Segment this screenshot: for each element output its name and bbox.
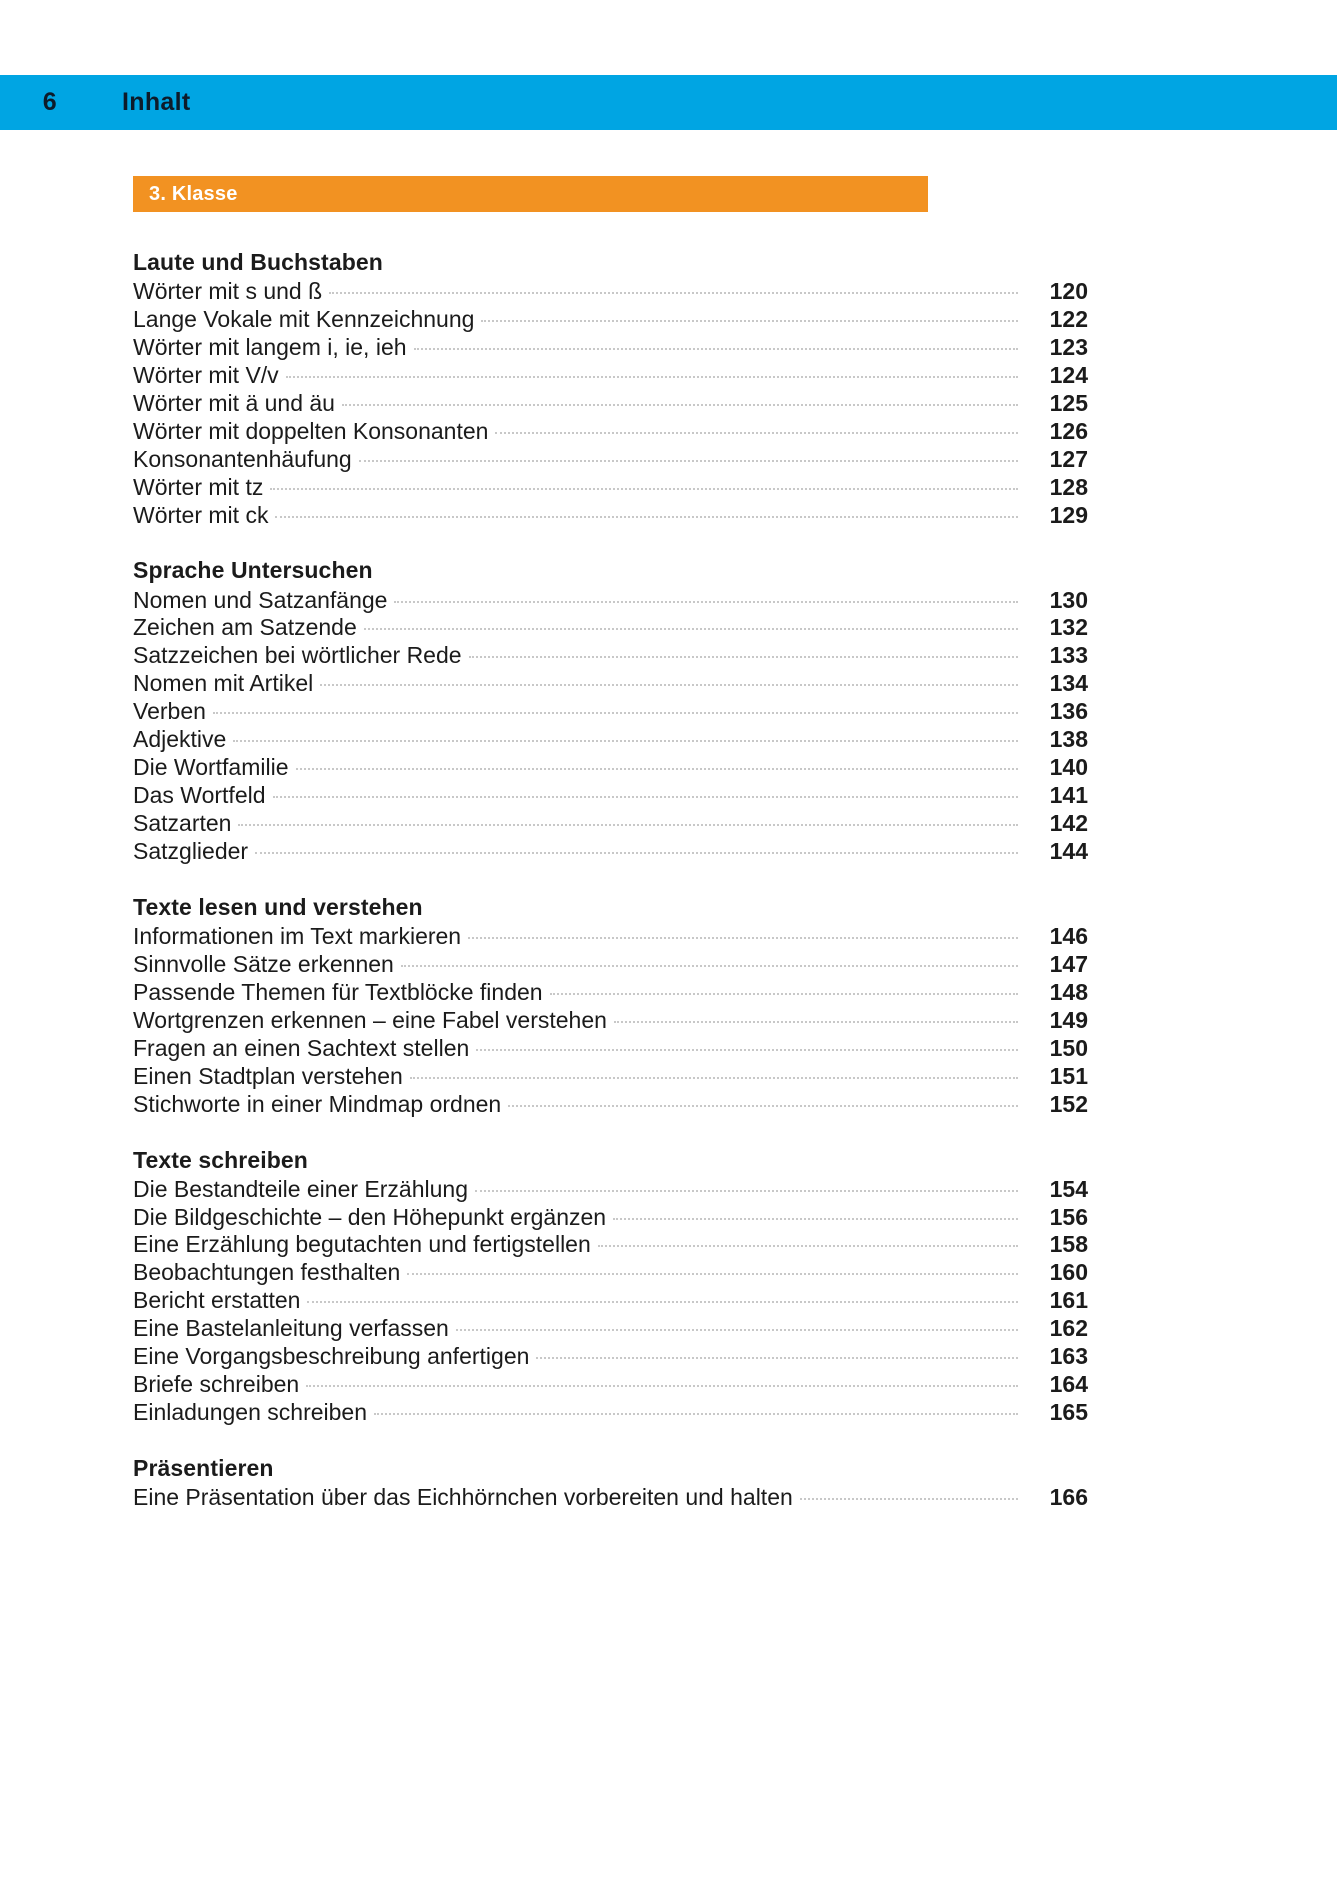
toc-entry[interactable] <box>133 1371 1088 1399</box>
toc-entry[interactable] <box>133 1063 1088 1091</box>
toc-entry-page-number: 138 <box>1049 726 1088 753</box>
toc-entry-page-number: 125 <box>1049 389 1088 416</box>
toc-entry[interactable] <box>133 979 1088 1007</box>
toc-dot-leader <box>275 515 1018 518</box>
toc-entry[interactable] <box>133 1204 1088 1232</box>
toc-entry[interactable] <box>133 474 1088 502</box>
toc-entry[interactable] <box>133 614 1088 642</box>
toc-group <box>133 248 1088 529</box>
toc-entry-page-number: 126 <box>1049 417 1088 444</box>
toc-dot-leader <box>255 851 1018 854</box>
toc-entry[interactable] <box>133 1399 1088 1427</box>
toc-dot-leader <box>359 459 1018 462</box>
toc-entry-page-number: 164 <box>1049 1371 1088 1398</box>
toc-group <box>133 1454 1088 1512</box>
toc-dot-leader <box>329 291 1018 294</box>
toc-entry[interactable] <box>133 1315 1088 1343</box>
toc-entry-title: Wortgrenzen erkennen – eine Fabel verstehen <box>133 1006 607 1033</box>
toc-entry-title: Verben <box>133 698 206 725</box>
toc-entry-page-number: 165 <box>1049 1399 1088 1426</box>
toc-entry-page-number: 163 <box>1049 1343 1088 1370</box>
toc-group <box>133 893 1088 1119</box>
toc-entry-page-number: 160 <box>1049 1259 1088 1286</box>
toc-dot-leader <box>374 1412 1018 1415</box>
toc-entry-page-number: 144 <box>1049 837 1088 864</box>
toc-dot-leader <box>270 487 1018 490</box>
toc-entry-title: Satzzeichen bei wörtlicher Rede <box>133 642 462 669</box>
toc-entry-title: Zeichen am Satzende <box>133 614 357 641</box>
toc-entry-page-number: 130 <box>1049 586 1088 613</box>
toc-entry[interactable] <box>133 1484 1088 1512</box>
toc-entry-page-number: 147 <box>1049 950 1088 977</box>
toc-dot-leader <box>614 1020 1018 1023</box>
toc-entry[interactable] <box>133 838 1088 866</box>
toc-entry-page-number: 161 <box>1049 1287 1088 1314</box>
toc-dot-leader <box>364 627 1018 630</box>
toc-entry-page-number: 120 <box>1049 278 1088 305</box>
toc-entry-page-number: 166 <box>1049 1484 1088 1511</box>
toc-entry[interactable] <box>133 1287 1088 1315</box>
toc-dot-leader <box>238 823 1018 826</box>
toc-dot-leader <box>306 1384 1018 1387</box>
toc-group-title: Sprache Untersuchen <box>133 557 373 584</box>
toc-entry-title: Briefe schreiben <box>133 1371 300 1398</box>
toc-entry[interactable] <box>133 1176 1088 1204</box>
toc-entry-title: Satzarten <box>133 810 232 837</box>
toc-dot-leader <box>410 1076 1018 1079</box>
toc-entry-title: Stichworte in einer Mindmap ordnen <box>133 1090 502 1117</box>
toc-entry-title: Die Bildgeschichte – den Höhepunkt ergänzen <box>133 1203 607 1230</box>
toc-entry[interactable] <box>133 810 1088 838</box>
toc-entry-title: Eine Bastelanleitung verfassen <box>133 1315 449 1342</box>
toc-entry-title: Einladungen schreiben <box>133 1399 368 1426</box>
toc-entry-page-number: 132 <box>1049 614 1088 641</box>
toc-entry-title: Lange Vokale mit Kennzeichnung <box>133 305 475 332</box>
toc-entry[interactable] <box>133 306 1088 334</box>
toc-entry-title: Eine Vorgangsbeschreibung anfertigen <box>133 1343 530 1370</box>
toc-dot-leader <box>273 795 1018 798</box>
toc-entry-title: Konsonantenhäufung <box>133 445 352 472</box>
toc-entry-title: Eine Erzählung begutachten und fertigstellen <box>133 1231 591 1258</box>
toc-entry[interactable] <box>133 951 1088 979</box>
toc-dot-leader <box>407 1272 1018 1275</box>
toc-dot-leader <box>476 1048 1018 1051</box>
toc-entry-title: Informationen im Text markieren <box>133 922 462 949</box>
toc-entry[interactable] <box>133 1007 1088 1035</box>
toc-entry-title: Beobachtungen festhalten <box>133 1259 401 1286</box>
toc-entry-page-number: 150 <box>1049 1034 1088 1061</box>
toc-dot-leader <box>286 375 1018 378</box>
toc-entry-title: Wörter mit doppelten Konsonanten <box>133 417 489 444</box>
toc-group <box>133 556 1088 865</box>
toc-dot-leader <box>800 1497 1018 1500</box>
toc-dot-leader <box>233 739 1018 742</box>
toc-dot-leader <box>481 319 1018 322</box>
toc-group-title: Laute und Buchstaben <box>133 249 383 275</box>
toc-entry-title: Eine Präsentation über das Eichhörnchen vorbereiten und halten <box>133 1484 793 1511</box>
toc-entry-title: Fragen an einen Sachtext stellen <box>133 1034 470 1061</box>
toc-entry[interactable] <box>133 334 1088 362</box>
toc-entry-title: Passende Themen für Textblöcke finden <box>133 978 543 1005</box>
toc-entry-page-number: 158 <box>1049 1231 1088 1258</box>
toc-entry-page-number: 162 <box>1049 1315 1088 1342</box>
toc-entry[interactable] <box>133 446 1088 474</box>
toc-group-title: Texte lesen und verstehen <box>133 893 423 920</box>
toc-entry-title: Wörter mit ä und äu <box>133 389 335 416</box>
toc-dot-leader <box>550 992 1018 995</box>
toc-entry-page-number: 134 <box>1049 670 1088 697</box>
class-banner-label: 3. Klasse <box>149 182 238 205</box>
toc-entry-page-number: 141 <box>1049 782 1088 809</box>
toc-entry-page-number: 151 <box>1049 1062 1088 1089</box>
toc-entry[interactable] <box>133 1231 1088 1259</box>
toc-entry-title: Wörter mit langem i, ie, ieh <box>133 333 407 360</box>
toc-dot-leader <box>475 1189 1018 1192</box>
toc-entry-title: Nomen mit Artikel <box>133 670 314 697</box>
toc-entry[interactable] <box>133 698 1088 726</box>
toc-entry-page-number: 128 <box>1049 473 1088 500</box>
toc-dot-leader <box>469 655 1018 658</box>
page-number-folio: 6 <box>42 88 58 116</box>
toc-entry[interactable] <box>133 1035 1088 1063</box>
toc-dot-leader <box>414 347 1018 350</box>
toc-entry-page-number: 122 <box>1049 305 1088 332</box>
toc-entry[interactable] <box>133 754 1088 782</box>
toc-dot-leader <box>468 936 1018 939</box>
toc-entry-page-number: 148 <box>1049 978 1088 1005</box>
toc-entry[interactable] <box>133 502 1088 530</box>
toc-entry-page-number: 140 <box>1049 754 1088 781</box>
toc-dot-leader <box>394 600 1018 603</box>
toc-dot-leader <box>296 767 1019 770</box>
toc-group-list <box>133 248 1088 1512</box>
toc-entry-page-number: 152 <box>1049 1090 1088 1117</box>
toc-dot-leader <box>307 1300 1018 1303</box>
toc-entry[interactable] <box>133 1091 1088 1119</box>
toc-entry-title: Die Wortfamilie <box>133 754 289 781</box>
toc-entry-page-number: 129 <box>1049 501 1088 528</box>
toc-entry[interactable] <box>133 923 1088 951</box>
toc-entry-page-number: 156 <box>1049 1203 1088 1230</box>
toc-group <box>133 1146 1088 1427</box>
toc-entry-title: Einen Stadtplan verstehen <box>133 1062 403 1089</box>
toc-entry-page-number: 146 <box>1049 922 1088 949</box>
toc-dot-leader <box>342 403 1018 406</box>
toc-entry-page-number: 123 <box>1049 333 1088 360</box>
toc-entry-page-number: 154 <box>1049 1175 1088 1202</box>
toc-dot-leader <box>536 1356 1018 1359</box>
toc-entry[interactable] <box>133 1343 1088 1371</box>
toc-entry-title: Bericht erstatten <box>133 1287 301 1314</box>
toc-entry-title: Satzglieder <box>133 837 249 864</box>
toc-group-title: Präsentieren <box>133 1455 274 1481</box>
toc-entry[interactable] <box>133 642 1088 670</box>
toc-entry[interactable] <box>133 390 1088 418</box>
toc-dot-leader <box>598 1244 1018 1247</box>
toc-dot-leader <box>320 683 1018 686</box>
toc-entry-title: Wörter mit ck <box>133 501 269 528</box>
toc-dot-leader <box>613 1217 1018 1220</box>
toc-entry-page-number: 127 <box>1049 445 1088 472</box>
toc-entry[interactable] <box>133 726 1088 754</box>
toc-entry[interactable] <box>133 782 1088 810</box>
toc-entry-title: Die Bestandteile einer Erzählung <box>133 1175 468 1202</box>
toc-entry[interactable] <box>133 418 1088 446</box>
toc-entry[interactable] <box>133 362 1088 390</box>
toc-entry[interactable] <box>133 587 1088 615</box>
toc-entry-page-number: 133 <box>1049 642 1088 669</box>
toc-entry[interactable] <box>133 670 1088 698</box>
toc-group-title: Texte schreiben <box>133 1146 308 1173</box>
toc-entry-title: Nomen und Satzanfänge <box>133 586 388 613</box>
toc-entry-title: Adjektive <box>133 726 227 753</box>
toc-entry-page-number: 124 <box>1049 361 1088 388</box>
toc-entry-title: Sinnvolle Sätze erkennen <box>133 950 394 977</box>
toc-dot-leader <box>508 1104 1018 1107</box>
toc-entry-title: Wörter mit s und ß <box>133 278 323 305</box>
class-banner <box>133 176 928 212</box>
toc-entry-title: Wörter mit tz <box>133 473 264 500</box>
toc-entry-page-number: 136 <box>1049 698 1088 725</box>
toc-entry-page-number: 142 <box>1049 810 1088 837</box>
toc-entry-page-number: 149 <box>1049 1006 1088 1033</box>
toc-entry[interactable] <box>133 278 1088 306</box>
toc-entry-title: Wörter mit V/v <box>133 361 279 388</box>
toc-dot-leader <box>401 964 1018 967</box>
toc-dot-leader <box>456 1328 1018 1331</box>
page-title: Inhalt <box>122 88 191 116</box>
toc-entry-title: Das Wortfeld <box>133 782 266 809</box>
running-header <box>0 75 1337 130</box>
toc-entry[interactable] <box>133 1259 1088 1287</box>
toc-dot-leader <box>213 711 1018 714</box>
toc-content <box>133 176 1088 1512</box>
toc-dot-leader <box>495 431 1018 434</box>
